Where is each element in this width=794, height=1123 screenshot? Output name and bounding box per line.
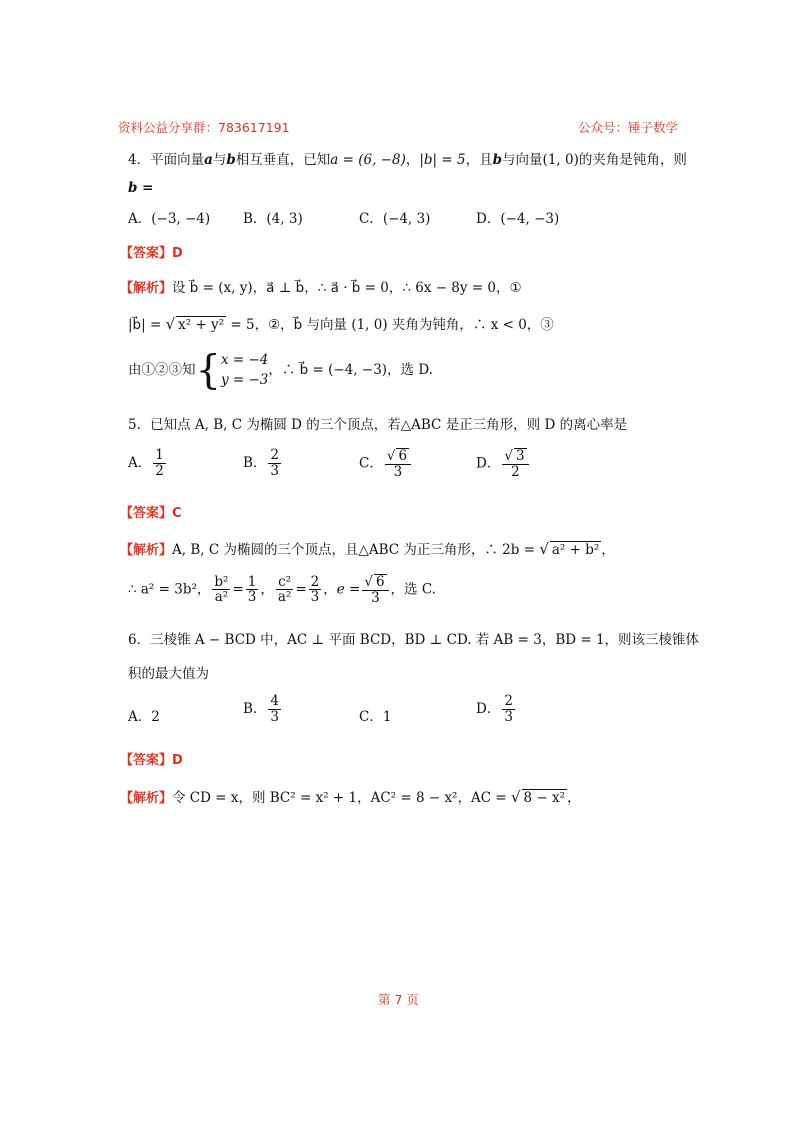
q4-stem: 4．平面向量a与b相互垂直，已知a = (6, −8)，|b| = 5，且b与向量(1, 0)的夹角是钝角，则 bbox=[128, 152, 687, 168]
q4-option-a: A．(−3, −4) bbox=[128, 211, 211, 227]
header-wechat-info: 公众号：锤子数学 bbox=[578, 120, 679, 135]
q6-stem-line2: 积的最大值为 bbox=[128, 666, 209, 682]
q6-option-b: B． $\frac{4}{3}$ bbox=[243, 693, 280, 725]
q6-analysis-line1: 【解析】令 CD = x，则 BC² = x² + 1，AC² = 8 − x²，AC = √ 8 − x² ， bbox=[120, 788, 581, 806]
q5-option-d: D． $\frac{√ 3}{2}$ bbox=[476, 448, 531, 480]
q5-answer: 【答案】C bbox=[120, 506, 182, 521]
q5-analysis-line1: 【解析】A, B, C 为椭圆的三个顶点，且△ABC 为正三角形，∴ 2b = √ a² + b² ， bbox=[120, 540, 615, 558]
q6-option-a: A．2 bbox=[128, 709, 160, 725]
q4-option-c: C．(−4, 3) bbox=[359, 211, 431, 227]
q5-analysis-line2: ∴ a² = 3b²， $\frac{\text{b²}}{\text{a²}}$ = $\frac{1}{3}$ ， $\frac{\text{c²}}{\text{a²}}$ = $\frac{2}{3}$ ，e = $\frac{√ 6}{3}$ ，选 C. bbox=[128, 573, 436, 606]
q6-option-c: C．1 bbox=[359, 709, 392, 725]
q5-stem: 5．已知点 A, B, C 为椭圆 D 的三个顶点，若△ABC 是正三角形，则 D 的离心率是 bbox=[128, 417, 628, 433]
q4-analysis-line1: 【解析】设 b⃗ = (x, y)，a⃗ ⊥ b⃗，∴ a⃗ · b⃗ = 0，∴ 6x − 8y = 0，① bbox=[120, 280, 522, 296]
q4-stem-end: b = bbox=[128, 180, 154, 196]
q4-option-b: B．(4, 3) bbox=[243, 211, 303, 227]
q4-answer: 【答案】D bbox=[120, 246, 183, 261]
q5-option-b: B． $\frac{2}{3}$ bbox=[243, 447, 280, 479]
q6-option-d: D． $\frac{2}{3}$ bbox=[476, 693, 513, 725]
q4-analysis-line3: 由①②③知{ x = −4 y = −3 ，∴ b⃗ = (−4, −3)，选 D. bbox=[128, 347, 433, 394]
q4-option-d: D．(−4, −3) bbox=[476, 211, 560, 227]
page-number: 第 7 页 bbox=[378, 992, 419, 1007]
q4-analysis-line2: |b⃗| = √ x² + y² = 5，②，b⃗ 与向量 (1, 0) 夹角为钝角，∴ x < 0，③ bbox=[128, 315, 554, 333]
q6-answer: 【答案】D bbox=[120, 753, 183, 768]
q5-option-a: A． $\frac{1}{2}$ bbox=[128, 447, 164, 479]
q5-option-c: C． $\frac{√ 6}{3}$ bbox=[359, 448, 413, 480]
header-group-info: 资料公益分享群：783617191 bbox=[118, 120, 290, 135]
q6-stem-line1: 6．三棱锥 A − BCD 中，AC ⊥ 平面 BCD，BD ⊥ CD. 若 AB = 3，BD = 1，则该三棱锥体 bbox=[128, 632, 700, 648]
